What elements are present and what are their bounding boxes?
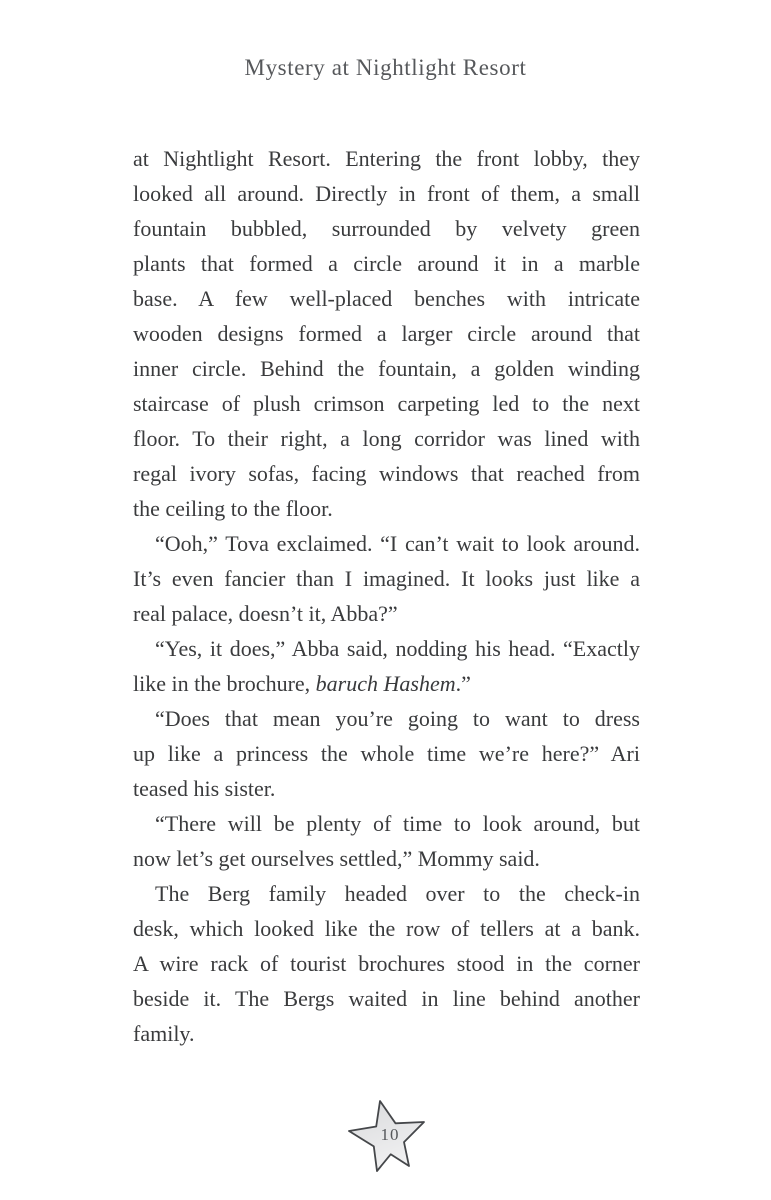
- text-line: beside it. The Bergs waited in line behind another: [133, 986, 640, 1011]
- text-line: up like a princess the whole time we’re here?” Ari: [133, 741, 640, 766]
- paragraph: [133, 631, 640, 701]
- text-line: desk, which looked like the row of tellers at a bank.: [133, 916, 640, 941]
- text-line: inner circle. Behind the fountain, a golden winding: [133, 356, 640, 381]
- text-line: wooden designs formed a larger circle around that: [133, 321, 640, 346]
- text-line: teased his sister.: [133, 776, 276, 801]
- text-line: It’s even fancier than I imagined. It looks just like a: [133, 566, 640, 591]
- text-line: at Nightlight Resort. Entering the front lobby, they: [133, 146, 640, 171]
- text-line: plants that formed a circle around it in a marble: [133, 251, 640, 276]
- text-line: “There will be plenty of time to look around, but: [155, 811, 640, 836]
- page-number-star: [341, 1091, 431, 1181]
- text-line: floor. To their right, a long corridor was lined with: [133, 426, 640, 451]
- text-line: real palace, doesn’t it, Abba?”: [133, 601, 398, 626]
- paragraph: [133, 701, 640, 806]
- text-line: A wire rack of tourist brochures stood in the corner: [133, 951, 640, 976]
- text-line: now let’s get ourselves settled,” Mommy said.: [133, 846, 540, 871]
- text-line: “Does that mean you’re going to want to dress: [155, 706, 640, 731]
- text-line: regal ivory sofas, facing windows that reached from: [133, 461, 640, 486]
- paragraph: [133, 526, 640, 631]
- text-line: looked all around. Directly in front of them, a small: [133, 181, 640, 206]
- body-text: [133, 141, 640, 1051]
- text-line: family.: [133, 1021, 195, 1046]
- text-line: fountain bubbled, surrounded by velvety green: [133, 216, 640, 241]
- text-line: “Yes, it does,” Abba said, nodding his head. “Exactly: [155, 636, 640, 661]
- text-line: staircase of plush crimson carpeting led to the next: [133, 391, 640, 416]
- text-line: the ceiling to the floor.: [133, 496, 333, 521]
- paragraph: [133, 141, 640, 526]
- text-line: like in the brochure, baruch Hashem.”: [133, 671, 471, 696]
- text-line: The Berg family headed over to the check-in: [155, 881, 640, 906]
- text-line: base. A few well-placed benches with intricate: [133, 286, 640, 311]
- paragraph: [133, 876, 640, 1051]
- page-number: 10: [380, 1125, 400, 1144]
- running-header: Mystery at Nightlight Resort: [244, 55, 527, 80]
- text-line: “Ooh,” Tova exclaimed. “I can’t wait to look around.: [155, 531, 640, 556]
- paragraph: [133, 806, 640, 876]
